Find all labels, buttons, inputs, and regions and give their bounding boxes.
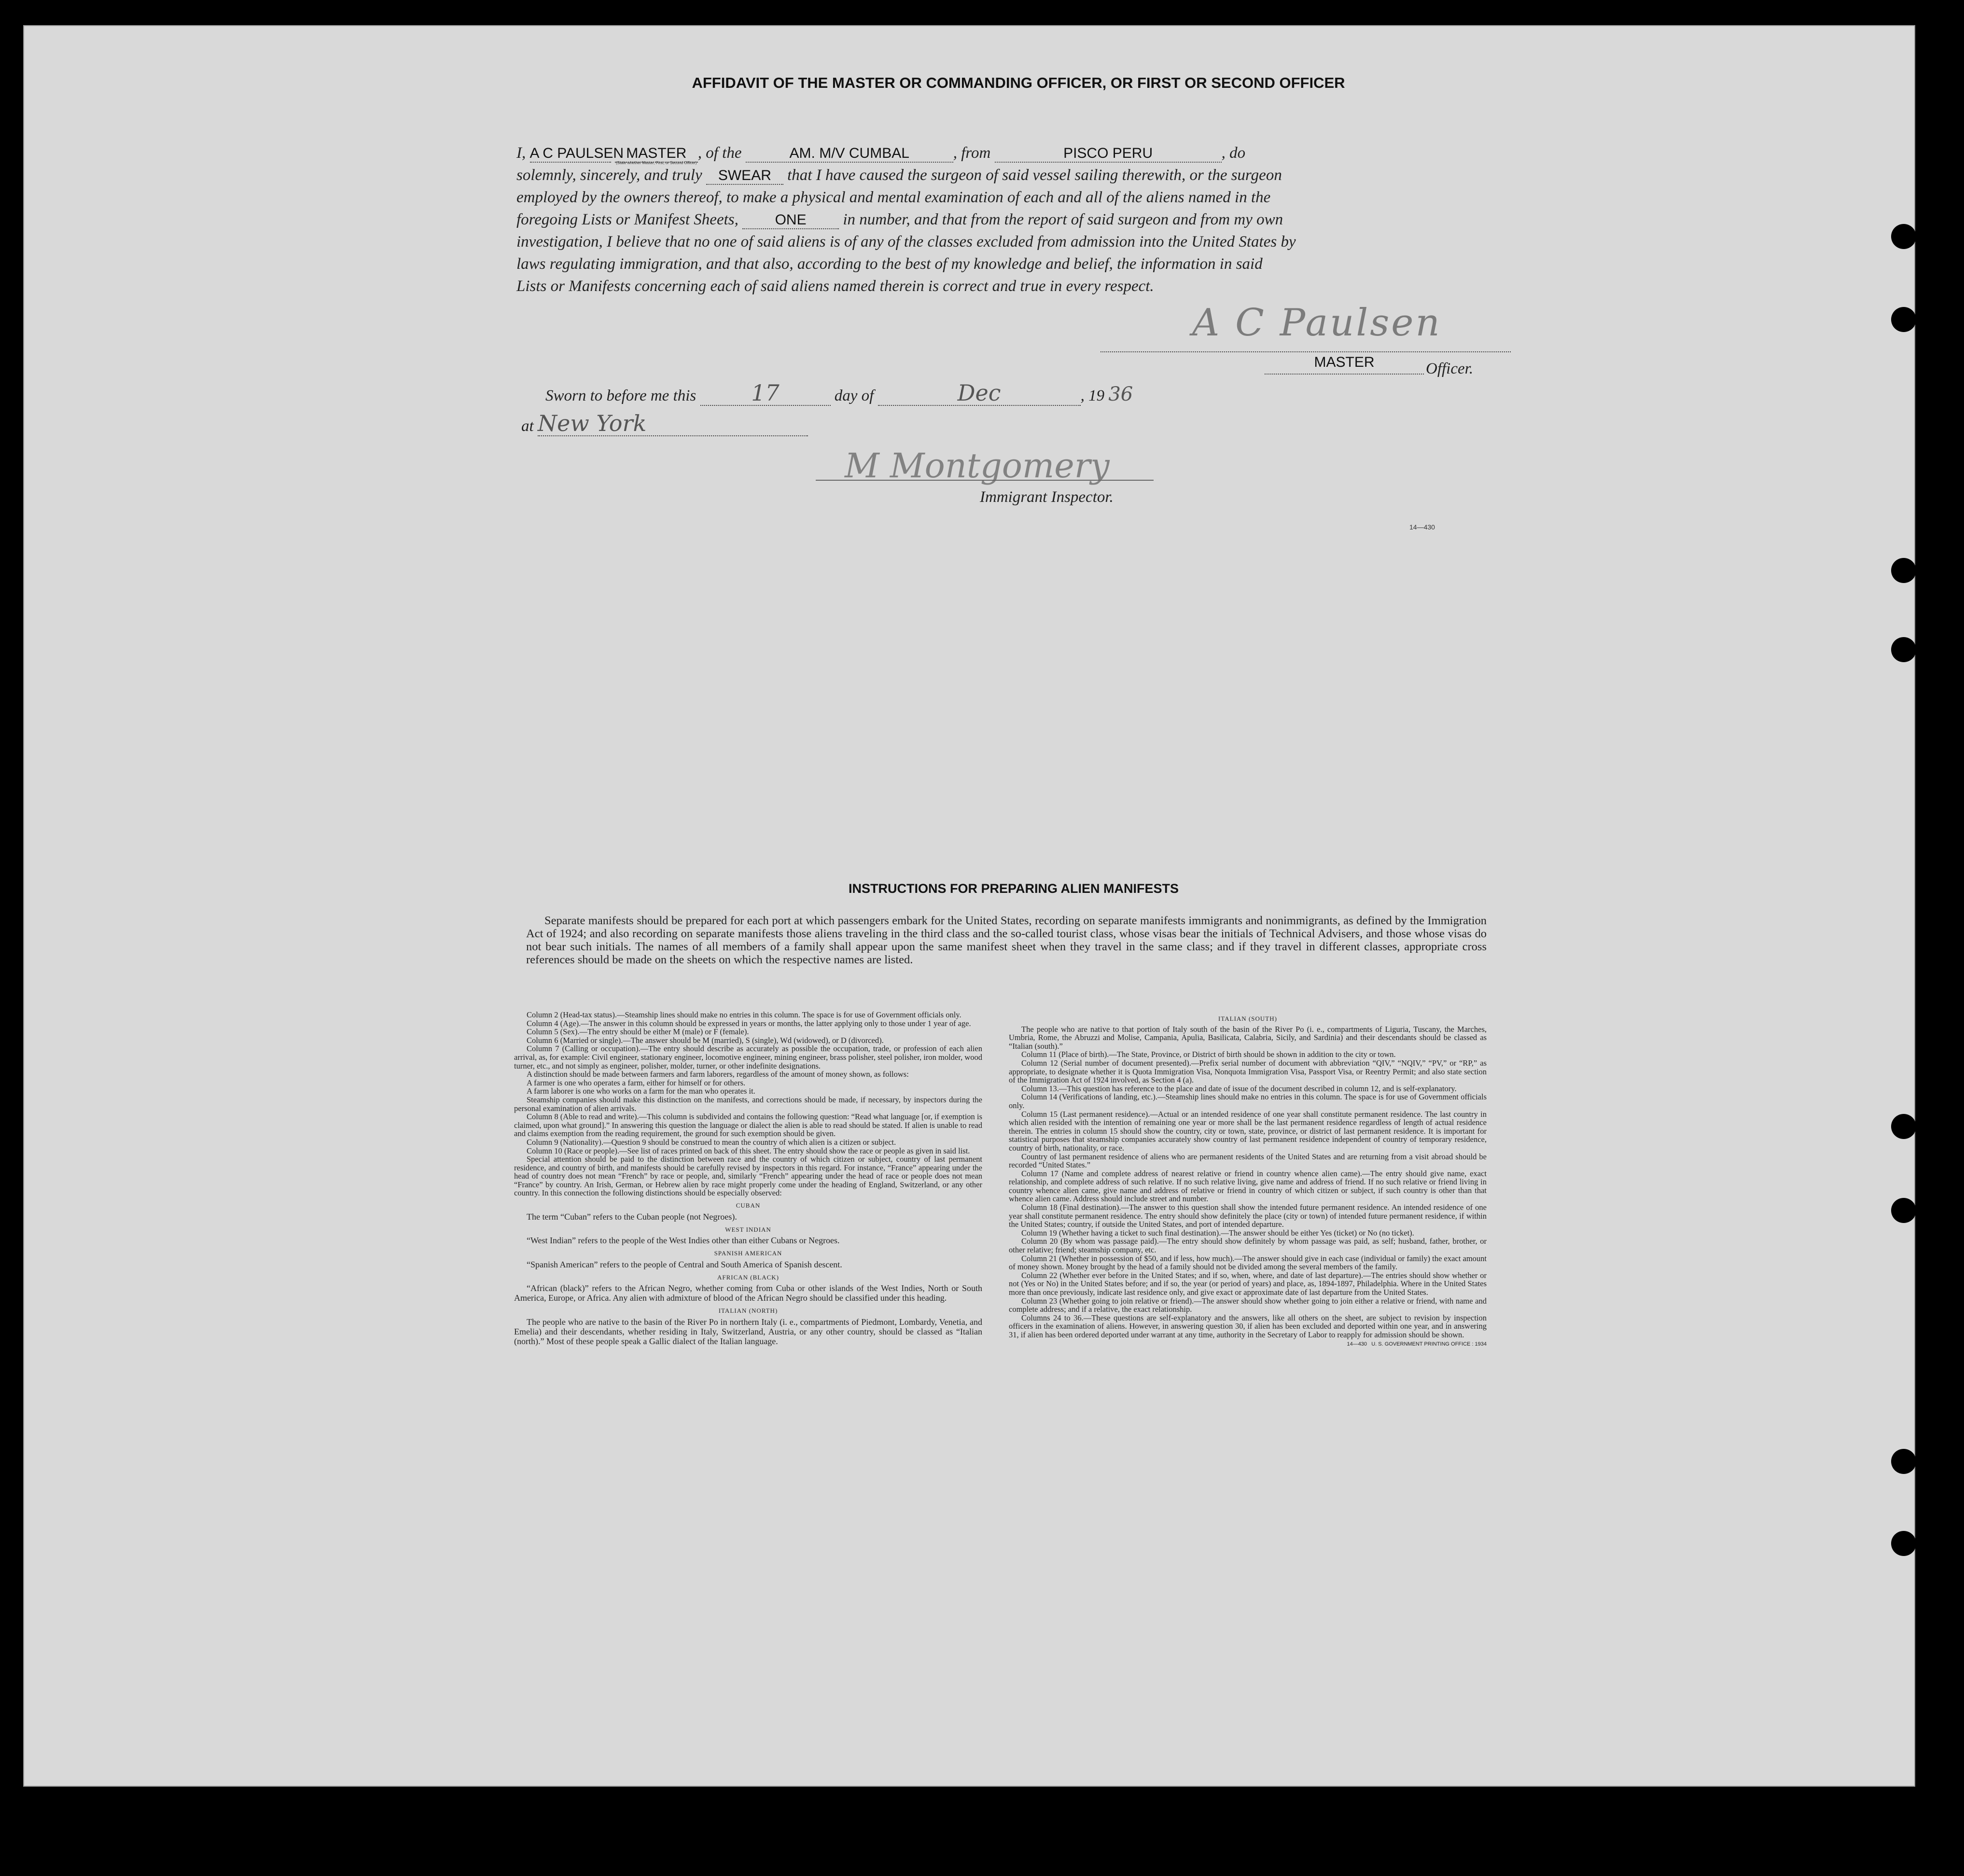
rank-field: MASTER (State whether Master, First, or Second Officer) (615, 146, 698, 163)
instruction-paragraph: Column 23 (Whether going to join relative or friend).—The answer should show whether going to join either a relative or friend, with name and complete address; and if a relative, the exact relationship. (1009, 1296, 1487, 1314)
affidavit-body (516, 142, 1496, 297)
punch-hole (1891, 1531, 1916, 1556)
west-indian-text: “West Indian” refers to the people of the West Indies other than either Cubans or Negroes. (527, 1236, 840, 1246)
affidavit-title: AFFIDAVIT OF THE MASTER OR COMMANDING OFFICER, OR FIRST OR SECOND OFFICER (692, 74, 1345, 91)
instruction-paragraph: A farmer is one who operates a farm, either for himself or for others. (527, 1078, 746, 1087)
punch-hole (1891, 637, 1916, 662)
african-text: “African (black)” refers to the African Negro, whether coming from Cuba or other islands of the West Indies, North or South America, Europe, or Africa. Any alien with admixture of blood of the African Negro should be classified under this heading. (514, 1283, 982, 1303)
instruction-paragraph: Steamship companies should make this distinction on the manifests, and corrections should be made, if necessary, by inspectors during the personal examination of alien arrivals. (514, 1095, 982, 1113)
cuban-text: The term “Cuban” refers to the Cuban people (not Negroes). (527, 1211, 737, 1222)
printing-office-footer: 14—430 U. S. GOVERNMENT PRINTING OFFICE : 1934 (1347, 1341, 1487, 1347)
instruction-paragraph: Column 13.—This question has reference to the place and date of issue of the document described in column 12, and is self-explanatory. (1021, 1084, 1457, 1093)
instructions-right-column (1009, 1011, 1487, 1348)
instruction-paragraph: Column 6 (Married or single).—The answer should be M (married), S (single), Wd (widowed), or D (divorced). (527, 1035, 884, 1045)
spanish-american-text: “Spanish American” refers to the people of Central and South America of Spanish descent. (527, 1259, 842, 1269)
affidavit-line-7: Lists or Manifests concerning each of said aliens named therein is correct and true in every respect. (516, 278, 1154, 295)
instruction-paragraph: Column 10 (Race or people).—See list of races printed on back of this sheet. The entry should show the race or people as given in said list. (527, 1146, 970, 1155)
heading-african: AFRICAN (BLACK) (717, 1273, 780, 1281)
instruction-paragraph: Column 8 (Able to read and write).—This column is subdivided and contains the following question: “Read what language [or, if exemption is claimed, upon what ground].” In answering this question the language or dialect the alien is able to read should be stated. If alien is unable to read and claims exemption from the reading requirement, the ground for such exemption should be given. (514, 1112, 982, 1139)
instruction-paragraph: Special attention should be paid to the distinction between race and the country of which citizen or subject, country of last permanent residence, and country of birth, and manifests should be carefully revised by inspectors in this regard. For instance, “France” appearing under the head of country does not mean “French” by race or people, and, similarly “French” appearing under the head of race or people does not mean “France” by country. An Irish, German, or Hebrew alien by race might properly come under the heading of England, Switzerland, or any other country. In this connection the following distinctions should be especially observed: (514, 1154, 982, 1198)
instruction-paragraph: Column 15 (Last permanent residence).—Actual or an intended residence of one year shall constitute permanent residence. The last country in which alien resided with the intention of remaining one year or more shall be the last permanent residence regardless of length of actual residence therein. The entries in column 15 should show the country, city or town, state, province, or district of last permanent residence. It is important for statistical purposes that steamship companies accurately show country of last permanent residence independent of country of temporary residence, country of birth, nationality, or race. (1009, 1109, 1487, 1153)
instruction-paragraph: Column 14 (Verifications of landing, etc.).—Steamship lines should make no entries in this column. The space is for use of Government officials only. (1009, 1092, 1487, 1110)
affidavit-line-5: investigation, I believe that no one of said aliens is of any of the classes excluded from admission into the United States by (516, 233, 1296, 250)
sworn-month-field: Dec (878, 386, 1081, 406)
sworn-line: Sworn to before me this 17 day of Dec , 19 36 (545, 380, 1133, 406)
instructions-intro: Separate manifests should be prepared for each port at which passengers embark for the United States, recording on separate manifests immigrants and nonimmigrants, as defined by the Immigration Act of 1924; and also recording on separate manifests those aliens traveling in the third class and the so-called tourist class, whose visas bear the initials of Technical Advisers, and those whose visas do not bear such initials. The names of all members of a family shall appear upon the same manifest sheet when they travel in the same class; and if they travel in different classes, appropriate cross references should be made on the sheets on which the respective names are listed. (526, 914, 1487, 966)
instruction-paragraph: Column 18 (Final destination).—The answer to this question shall show the intended future permanent residence. An intended residence of one year shall constitute permanent residence. The entry should show definitely the place (city or town) of intended future permanent residence, if within the United States; country, if outside the United States, and port of intended departure. (1009, 1203, 1487, 1229)
heading-west-indian: WEST INDIAN (725, 1225, 771, 1233)
inspector-signature-line (816, 480, 1154, 481)
officer-rank-field: MASTER (1265, 354, 1424, 375)
instruction-paragraph: The people who are native to that portion of Italy south of the basin of the River Po (i. e., compartments of Liguria, Tuscany, the Marches, Umbria, Rome, the Abruzzi and Molise, Campania, Apulia, Basilicata, Calabria, Sicily, and Sardinia) and their descendants should be classed as “Italian (south).” (1009, 1024, 1487, 1051)
manifest-page (23, 25, 1915, 1787)
instruction-paragraph: Column 12 (Serial number of document presented).—Prefix serial number of document with abbreviation “QIV,” “NQIV,” “PV,” or “RP,” as appropriate, to designate whether it is Quota Immigration Visa, Nonquota Immigration Visa, Passport Visa, or Reentry Permit; and also state section of the Immigration Act of 1924 involved, as Section 4 (a). (1009, 1058, 1487, 1085)
instruction-paragraph: A farm laborer is one who works on a farm for the man who operates it. (527, 1086, 755, 1096)
punch-hole (1891, 558, 1916, 583)
instruction-paragraph: Column 19 (Whether having a ticket to such final destination).—The answer should be either Yes (ticket) or No (no ticket). (1021, 1228, 1414, 1237)
affidavit-line-1: I, A C PAULSEN MASTER (State whether Master, First, or Second Officer) , of the AM. M/V CUMBAL , from PISCO PERU , do (516, 144, 1246, 165)
officer-label: Officer. (1426, 360, 1474, 377)
punch-hole (1891, 224, 1916, 249)
place-field: New York (538, 416, 808, 436)
heading-spanish-american: SPANISH AMERICAN (714, 1250, 782, 1257)
affidavit-line-3: employed by the owners thereof, to make a physical and mental examination of each and all of the aliens named in the (516, 189, 1271, 206)
instruction-paragraph: Column 11 (Place of birth).—The State, Province, or District of birth should be shown in addition to the city or town. (1021, 1050, 1396, 1059)
instruction-paragraph: Country of last permanent residence of aliens who are permanent residents of the United States and are returning from a visit abroad should be recorded “United States.” (1009, 1152, 1487, 1170)
heading-italian-north: ITALIAN (NORTH) (718, 1307, 778, 1315)
form-number: 14—430 (1409, 523, 1435, 531)
heading-italian-south: ITALIAN (SOUTH) (1218, 1015, 1277, 1022)
instruction-paragraph: Columns 24 to 36.—These questions are self-explanatory and the answers, like all others on the sheet, are subject to revision by inspection officers in the examination of aliens. However, in answering question 30, if alien has been excluded and deported within one year, and in answering 31, if alien has been ordered deported under warrant at any time, authority in the Secretary of Labor to reapply for admission should be shown. (1009, 1313, 1487, 1339)
oath-field: SWEAR (706, 168, 783, 185)
instruction-paragraph: Column 21 (Whether in possession of $50, and if less, how much).—The answer should give in each case (individual or family) the exact amount of money shown. Money brought by the head of a family should not be divided among the several members of the family. (1009, 1253, 1487, 1272)
vessel-field: AM. M/V CUMBAL (746, 146, 953, 163)
port-field: PISCO PERU (995, 146, 1222, 163)
instructions-title: INSTRUCTIONS FOR PREPARING ALIEN MANIFESTS (848, 881, 1179, 896)
punch-hole (1891, 1114, 1916, 1139)
sheets-field: ONE (742, 213, 839, 229)
instruction-paragraph: Column 9 (Nationality).—Question 9 should be construed to mean the country of which alien is a citizen or subject. (527, 1137, 896, 1147)
place-line: at New York (521, 416, 808, 436)
affidavit-line-2: solemnly, sincerely, and truly SWEAR that I have caused the surgeon of said vessel sailing therewith, or the surgeon (516, 167, 1282, 184)
sworn-year: 36 (1108, 383, 1133, 405)
master-name-field: A C PAULSEN (530, 146, 611, 163)
heading-cuban: CUBAN (736, 1202, 761, 1209)
master-signature: A C Paulsen (1192, 301, 1442, 345)
punch-hole (1891, 1198, 1916, 1223)
instruction-paragraph: Column 22 (Whether ever before in the United States; and if so, when, where, and date of last departure).—The entries should show whether or not (Yes or No) in the United States before; and if so, the year (or period of years) and place, as, 1894-1897, Philadelphia. Where in the United States more than once previously, indicate last residence only, and give exact or approximate date of last departure from the United States. (1009, 1270, 1487, 1297)
instructions-left-column (514, 1011, 982, 1346)
inspector-signature: M Montgomery (845, 446, 1110, 486)
instruction-paragraph: Column 20 (By whom was passage paid).—The entry should show definitely by whom passage was paid, as self; husband, father, brother, or other relative; friend; steamship company, etc. (1009, 1237, 1487, 1255)
rank-hint: (State whether Master, First, or Second Officer) (616, 161, 697, 165)
punch-hole (1891, 307, 1916, 332)
italian-north-text: The people who are native to the basin of the River Po in northern Italy (i. e., compartments of Piedmont, Lombardy, Venetia, and Emelia) and their descendants, whether residing in Italy, Switzerland, Austria, or any other country, should be classed as “Italian (north).” Most of these people speak a Gallic dialect of the Italian language. (514, 1317, 982, 1347)
instruction-paragraph: Column 4 (Age).—The answer in this column should be expressed in years or months, the latter applying only to those under 1 year of age. (527, 1018, 971, 1028)
instruction-paragraph: Column 7 (Calling or occupation).—The entry should describe as accurately as possible the occupation, trade, or profession of each alien arrival, as, for example: Civil engineer, stationary engineer, locomotive engineer, mining engineer, brass polisher, steel polisher, iron molder, wood turner, etc., and not simply as engineer, polisher, molder, turner, or other indefinite designations. (514, 1044, 982, 1070)
sworn-day-field: 17 (700, 386, 831, 406)
affidavit-line-4: foregoing Lists or Manifest Sheets, ONE in number, and that from the report of said surgeon and from my own (516, 211, 1283, 228)
instruction-paragraph: Column 17 (Name and complete address of nearest relative or friend in country whence alien came).—The entry should give name, exact relationship, and complete address of such relative. If no such relative living, give name and address of friend. If no such relative or friend living in country whence alien came, give name and address of relative or friend in country of which citizen or subject, if such country is other than that whence alien came. Address should include street and number. (1009, 1168, 1487, 1204)
punch-hole (1891, 1449, 1916, 1474)
inspector-label: Immigrant Inspector. (980, 488, 1114, 506)
instruction-paragraph: Column 5 (Sex).—The entry should be either M (male) or F (female). (527, 1027, 749, 1037)
affidavit-line-6: laws regulating immigration, and that also, according to the best of my knowledge and belief, the information in said (516, 255, 1263, 273)
instruction-paragraph: A distinction should be made between farmers and farm laborers, regardless of the amount of money shown, as follows: (527, 1070, 909, 1079)
instruction-paragraph: Column 2 (Head-tax status).—Steamship lines should make no entries in this column. The space is for use of Government officials only. (527, 1010, 961, 1019)
